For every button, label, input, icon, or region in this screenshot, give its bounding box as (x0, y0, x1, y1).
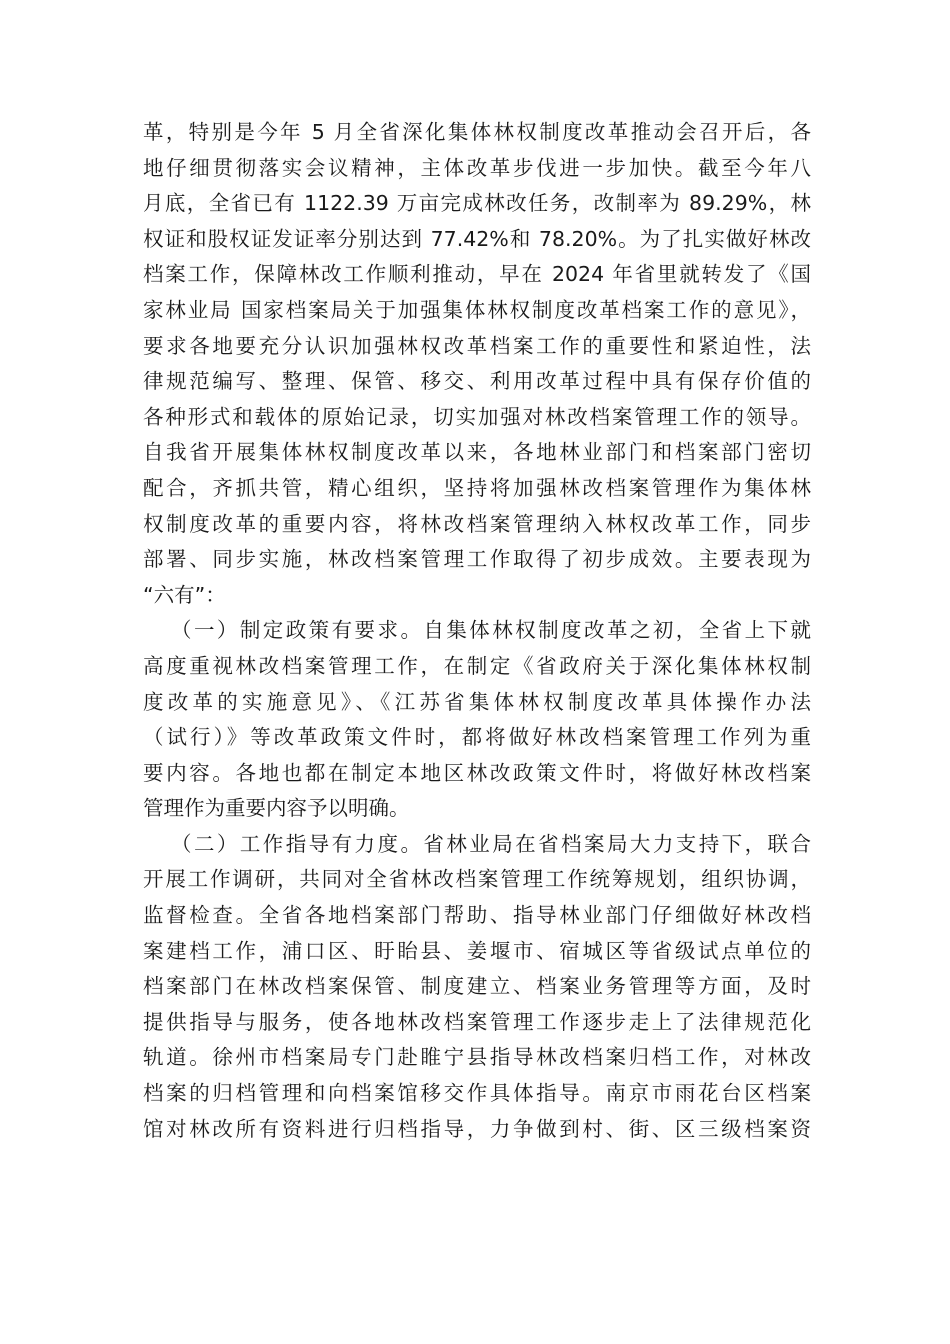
text-line: 部署、同步实施，林改档案管理工作取得了初步成效。主要表现为 (143, 547, 811, 572)
text-line: 管理作为重要内容予以明确。 (143, 796, 410, 821)
text-line: 律规范编写、整理、保管、移交、利用改革过程中具有保存价值的 (143, 369, 811, 394)
text-line: 自我省开展集体林权制度改革以来，各地林业部门和档案部门密切 (143, 440, 811, 465)
text-line: 高度重视林改档案管理工作，在制定《省政府关于深化集体林权制 (143, 653, 811, 678)
text-line: 权制度改革的重要内容，将林改档案管理纳入林权改革工作，同步 (143, 511, 811, 536)
text-line: 案建档工作，浦口区、盱眙县、姜堰市、宿城区等省级试点单位的 (143, 938, 811, 963)
text-line: （试行）》等改革政策文件时，都将做好林改档案管理工作列为重 (143, 725, 811, 750)
text-line: 月底，全省已有 1122.39 万亩完成林改任务，改制率为 89.29%，林 (143, 191, 811, 216)
text-line: 度改革的实施意见》、《江苏省集体林权制度改革具体操作办法 (143, 689, 811, 714)
text-line: 配合，齐抓共管，精心组织，坚持将加强林改档案管理作为集体林 (143, 475, 811, 500)
text-line: 监督检查。全省各地档案部门帮助、指导林业部门仔细做好林改档 (143, 903, 811, 928)
text-line: 提供指导与服务，使各地林改档案管理工作逐步走上了法律规范化 (143, 1009, 811, 1034)
text-line: “六有”： (143, 582, 226, 607)
text-line: 档案的归档管理和向档案馆移交作具体指导。南京市雨花台区档案 (143, 1081, 811, 1106)
text-line: 家林业局 国家档案局关于加强集体林权制度改革档案工作的意见》， (143, 297, 811, 322)
document-body (143, 115, 811, 1147)
text-line: 革，特别是今年 5 月全省深化集体林权制度改革推动会召开后，各 (143, 120, 811, 144)
text-line: 档案部门在林改档案保管、制度建立、档案业务管理等方面，及时 (143, 974, 811, 999)
text-line: 各种形式和载体的原始记录，切实加强对林改档案管理工作的领导。 (143, 404, 811, 429)
text-line: 权证和股权证发证率分别达到 77.42%和 78.20%。为了扎实做好林改 (143, 226, 811, 251)
text-line: 馆对林改所有资料进行归档指导，力争做到村、街、区三级档案资 (143, 1116, 811, 1141)
text-line: 要求各地要充分认识加强林权改革档案工作的重要性和紧迫性，法 (143, 333, 811, 358)
text-line: 要内容。各地也都在制定本地区林改政策文件时，将做好林改档案 (143, 760, 811, 785)
paragraph-heading-line: （二）工作指导有力度。省林业局在省档案局大力支持下，联合 (171, 831, 811, 856)
text-line: 轨道。徐州市档案局专门赴睢宁县指导林改档案归档工作，对林改 (143, 1045, 811, 1070)
text-line: 档案工作，保障林改工作顺利推动，早在 2024 年省里就转发了《国 (143, 262, 811, 287)
text-line: 开展工作调研，共同对全省林改档案管理工作统筹规划，组织协调， (143, 867, 811, 892)
paragraph-heading-line: （一）制定政策有要求。自集体林权制度改革之初，全省上下就 (171, 618, 811, 643)
text-line: 地仔细贯彻落实会议精神，主体改革步伐进一步加快。截至今年八 (143, 155, 811, 180)
